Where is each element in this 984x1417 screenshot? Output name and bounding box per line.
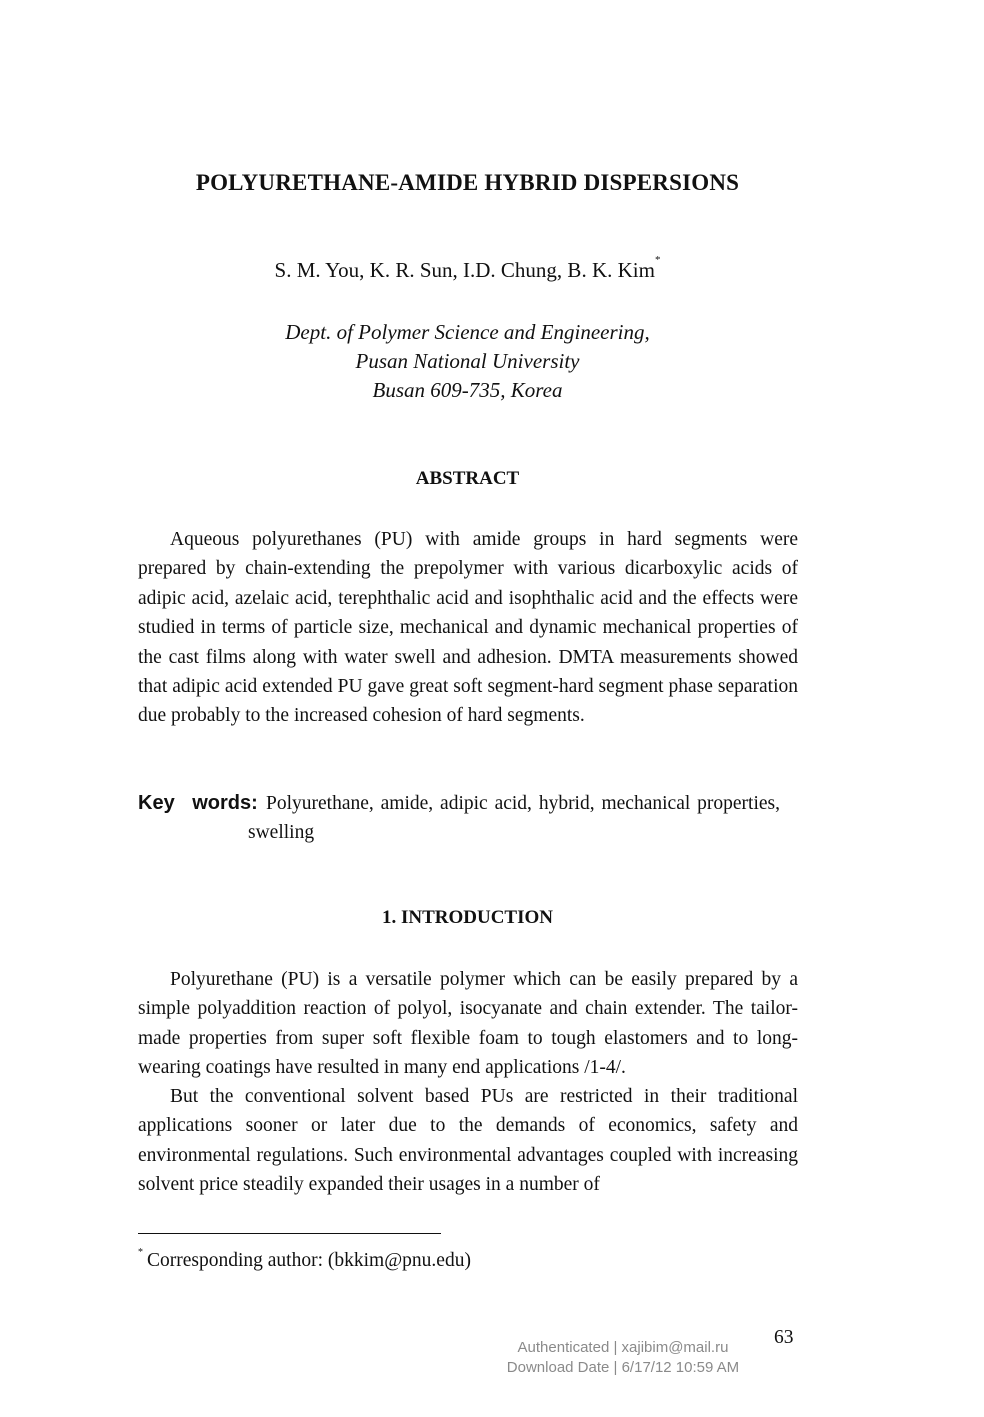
download-watermark xyxy=(480,1338,766,1378)
footnote-marker: * xyxy=(138,1247,143,1258)
affiliation-department: Dept. of Polymer Science and Engineering, xyxy=(285,320,650,344)
footnote-text: Corresponding author: (bkkim@pnu.edu) xyxy=(147,1250,471,1271)
keywords-text: Polyurethane, amide, adipic acid, hybrid, mechanical properties, swelling xyxy=(248,793,780,844)
introduction-paragraph-2: But the conventional solvent based PUs are restricted in their traditional applications sooner or later due to the demands of economics, safety and environmental regulations. Such environmental advantages coupled with increasing solvent price steadily expanded their usages in a number of xyxy=(138,1086,798,1196)
abstract-text: Aqueous polyurethanes (PU) with amide groups in hard segments were prepared by chain-extending the prepolymer with various dicarboxylic acids of adipic acid, azelaic acid, terephthalic acid and isophthalic acid and the effects were studied in terms of particle size, mechanical and dynamic mechanical properties of the cast films along with water swell and adhesion. DMTA measurements showed that adipic acid extended PU gave great soft segment-hard segment phase separation due probably to the increased cohesion of hard segments. xyxy=(138,529,798,727)
author-list xyxy=(0,254,935,283)
introduction-paragraph-1: Polyurethane (PU) is a versatile polymer which can be easily prepared by a simple polyaddition reaction of polyol, isocyanate and chain extender. The tailor-made properties from super soft flexible foam to tough elastomers and to long-wearing coatings have resulted in many end applications /1-4/. xyxy=(138,969,798,1079)
footnote-divider xyxy=(138,1233,441,1234)
abstract-heading: ABSTRACT xyxy=(415,468,520,489)
footnote xyxy=(138,1247,471,1272)
keywords-label: Key words: xyxy=(138,792,258,814)
watermark-authenticated: Authenticated | xajibim@mail.ru xyxy=(517,1339,729,1356)
watermark-download-date: Download Date | 6/17/12 10:59 AM xyxy=(506,1359,740,1376)
affiliation-address: Busan 609-735, Korea xyxy=(372,378,563,402)
author-names: S. M. You, K. R. Sun, I.D. Chung, B. K. Kim xyxy=(274,258,655,282)
affiliation xyxy=(0,318,935,405)
affiliation-university: Pusan National University xyxy=(355,349,580,373)
page-number: 63 xyxy=(774,1327,794,1348)
paper-title: POLYURETHANE-AMIDE HYBRID DISPERSIONS xyxy=(195,170,740,195)
corresponding-author-marker: * xyxy=(654,254,661,266)
introduction-heading: 1. INTRODUCTION xyxy=(381,907,554,928)
